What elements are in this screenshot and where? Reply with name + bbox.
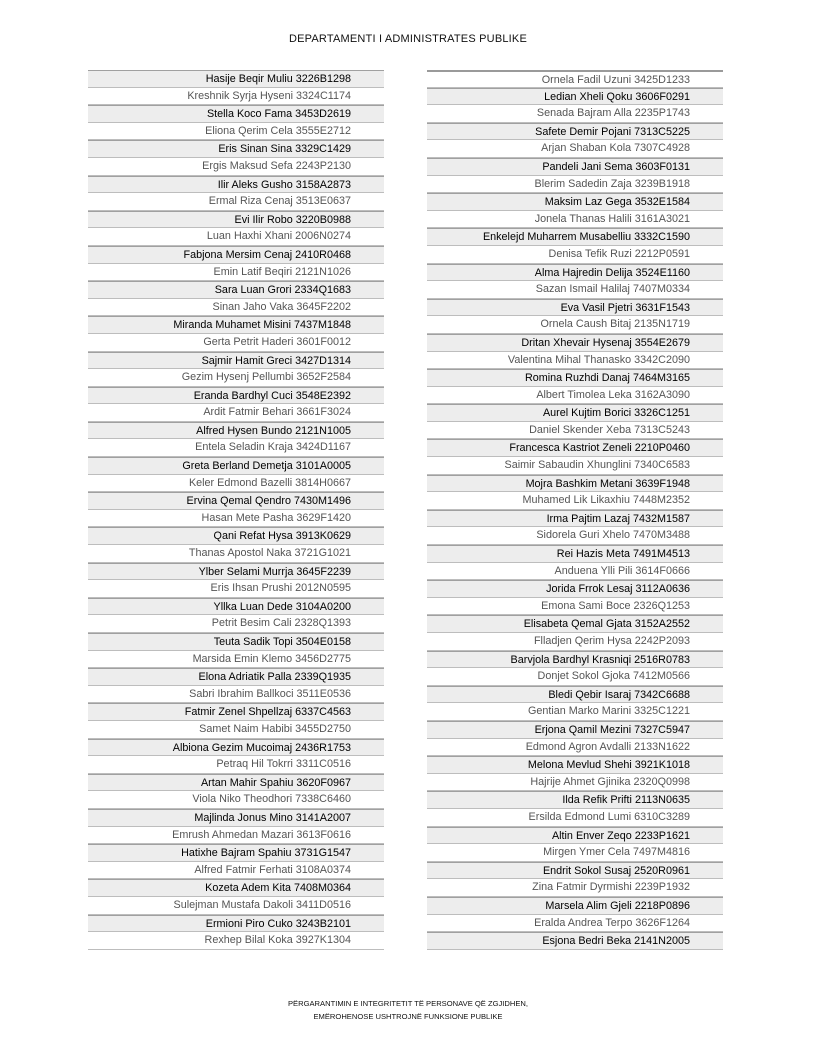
- list-item: Ersilda Edmond Lumi 6310C3289: [427, 809, 723, 827]
- list-item: Rexhep Bilal Koka 3927K1304: [88, 932, 384, 950]
- footer-line-2: EMËROHENOSE USHTROJNË FUNKSIONE PUBLIKE: [313, 1012, 503, 1021]
- list-item: Dritan Xhevair Hysenaj 3554E2679: [427, 334, 723, 352]
- list-item: Hajrije Ahmet Gjinika 2320Q0998: [427, 774, 723, 792]
- list-item: Eranda Bardhyl Cuci 3548E2392: [88, 387, 384, 405]
- list-item: Albiona Gezim Mucoimaj 2436R1753: [88, 739, 384, 757]
- list-item: Fabjona Mersim Cenaj 2410R0468: [88, 246, 384, 264]
- list-item: Daniel Skender Xeba 7313C5243: [427, 422, 723, 440]
- list-item: Elona Adriatik Palla 2339Q1935: [88, 668, 384, 686]
- list-item: Safete Demir Pojani 7313C5225: [427, 123, 723, 141]
- list-item: Rei Hazis Meta 7491M4513: [427, 545, 723, 563]
- list-item: Viola Niko Theodhori 7338C6460: [88, 791, 384, 809]
- list-item: Alfred Hysen Bundo 2121N1005: [88, 422, 384, 440]
- list-item: Pandeli Jani Sema 3603F0131: [427, 158, 723, 176]
- list-item: Evi Ilir Robo 3220B0988: [88, 211, 384, 229]
- list-item: Ermioni Piro Cuko 3243B2101: [88, 915, 384, 933]
- list-item: Eris Sinan Sina 3329C1429: [88, 140, 384, 158]
- list-item: Ervina Qemal Qendro 7430M1496: [88, 492, 384, 510]
- list-item: Mojra Bashkim Metani 3639F1948: [427, 475, 723, 493]
- list-item: Kreshnik Syrja Hyseni 3324C1174: [88, 88, 384, 106]
- list-item: Maksim Laz Gega 3532E1584: [427, 193, 723, 211]
- list-item: Petraq Hil Tokrri 3311C0516: [88, 756, 384, 774]
- list-item: Hatixhe Bajram Spahiu 3731G1547: [88, 844, 384, 862]
- list-item: Albert Timolea Leka 3162A3090: [427, 387, 723, 405]
- list-item: Anduena Ylli Pili 3614F0666: [427, 563, 723, 581]
- list-item: Eralda Andrea Terpo 3626F1264: [427, 915, 723, 933]
- right-name-list: [427, 70, 723, 950]
- list-item: Sabri Ibrahim Ballkoci 3511E0536: [88, 686, 384, 704]
- list-item: Marsela Alim Gjeli 2218P0896: [427, 897, 723, 915]
- list-item: Ardit Fatmir Behari 3661F3024: [88, 404, 384, 422]
- list-item: Kozeta Adem Kita 7408M0364: [88, 879, 384, 897]
- list-item: Altin Enver Zeqo 2233P1621: [427, 827, 723, 845]
- list-item: Sara Luan Grori 2334Q1683: [88, 281, 384, 299]
- list-item: Jorida Frrok Lesaj 3112A0636: [427, 580, 723, 598]
- list-item: Saimir Sabaudin Xhunglini 7340C6583: [427, 457, 723, 475]
- list-item: Luan Haxhi Xhani 2006N0274: [88, 228, 384, 246]
- list-item: Miranda Muhamet Misini 7437M1848: [88, 316, 384, 334]
- list-item: Francesca Kastriot Zeneli 2210P0460: [427, 439, 723, 457]
- list-item: Donjet Sokol Gjoka 7412M0566: [427, 668, 723, 686]
- list-item: Flladjen Qerim Hysa 2242P2093: [427, 633, 723, 651]
- list-item: Aurel Kujtim Borici 3326C1251: [427, 404, 723, 422]
- list-item: Romina Ruzhdi Danaj 7464M3165: [427, 369, 723, 387]
- list-item: Alma Hajredin Delija 3524E1160: [427, 264, 723, 282]
- list-item: Eris Ihsan Prushi 2012N0595: [88, 580, 384, 598]
- list-item: Ilda Refik Prifti 2113N0635: [427, 791, 723, 809]
- list-item: Keler Edmond Bazelli 3814H0667: [88, 475, 384, 493]
- list-item: Enkelejd Muharrem Musabelliu 3332C1590: [427, 228, 723, 246]
- list-item: Ilir Aleks Gusho 3158A2873: [88, 176, 384, 194]
- list-item: Eva Vasil Pjetri 3631F1543: [427, 299, 723, 317]
- list-item: Ledian Xheli Qoku 3606F0291: [427, 88, 723, 106]
- list-item: Sidorela Guri Xhelo 7470M3488: [427, 527, 723, 545]
- list-item: Gerta Petrit Haderi 3601F0012: [88, 334, 384, 352]
- list-item: Sajmir Hamit Greci 3427D1314: [88, 352, 384, 370]
- list-item: Ylber Selami Murrja 3645F2239: [88, 563, 384, 581]
- list-item: Samet Naim Habibi 3455D2750: [88, 721, 384, 739]
- list-item: Greta Berland Demetja 3101A0005: [88, 457, 384, 475]
- list-item: Teuta Sadik Topi 3504E0158: [88, 633, 384, 651]
- list-item: Endrit Sokol Susaj 2520R0961: [427, 862, 723, 880]
- list-item: Hasan Mete Pasha 3629F1420: [88, 510, 384, 528]
- list-item: Arjan Shaban Kola 7307C4928: [427, 140, 723, 158]
- list-item: Majlinda Jonus Mino 3141A2007: [88, 809, 384, 827]
- list-item: Denisa Tefik Ruzi 2212P0591: [427, 246, 723, 264]
- list-item: Petrit Besim Cali 2328Q1393: [88, 615, 384, 633]
- list-item: Valentina Mihal Thanasko 3342C2090: [427, 352, 723, 370]
- list-item: Sulejman Mustafa Dakoli 3411D0516: [88, 897, 384, 915]
- list-item: Ornela Fadil Uzuni 3425D1233: [427, 70, 723, 88]
- list-item: Emona Sami Boce 2326Q1253: [427, 598, 723, 616]
- footer-line-1: PËRGARANTIMIN E INTEGRITETIT TË PERSONAVE QË ZGJIDHEN,: [287, 999, 529, 1008]
- list-item: Hasije Beqir Muliu 3226B1298: [88, 70, 384, 88]
- list-item: Jonela Thanas Halili 3161A3021: [427, 211, 723, 229]
- list-item: Ermal Riza Cenaj 3513E0637: [88, 193, 384, 211]
- list-item: Artan Mahir Spahiu 3620F0967: [88, 774, 384, 792]
- list-item: Fatmir Zenel Shpellzaj 6337C4563: [88, 703, 384, 721]
- list-item: Erjona Qamil Mezini 7327C5947: [427, 721, 723, 739]
- list-item: Edmond Agron Avdalli 2133N1622: [427, 739, 723, 757]
- list-item: Senada Bajram Alla 2235P1743: [427, 105, 723, 123]
- list-item: Irma Pajtim Lazaj 7432M1587: [427, 510, 723, 528]
- list-item: Blerim Sadedin Zaja 3239B1918: [427, 176, 723, 194]
- left-name-list: [88, 70, 384, 950]
- list-item: Elisabeta Qemal Gjata 3152A2552: [427, 615, 723, 633]
- list-item: Gentian Marko Marini 3325C1221: [427, 703, 723, 721]
- list-item: Alfred Fatmir Ferhati 3108A0374: [88, 862, 384, 880]
- footer: [0, 997, 816, 1023]
- list-item: Stella Koco Fama 3453D2619: [88, 105, 384, 123]
- list-item: Qani Refat Hysa 3913K0629: [88, 527, 384, 545]
- list-item: Entela Seladin Kraja 3424D1167: [88, 439, 384, 457]
- list-item: Mirgen Ymer Cela 7497M4816: [427, 844, 723, 862]
- list-item: Emin Latif Beqiri 2121N1026: [88, 264, 384, 282]
- list-item: Ornela Caush Bitaj 2135N1719: [427, 316, 723, 334]
- list-item: Yllka Luan Dede 3104A0200: [88, 598, 384, 616]
- list-item: Sinan Jaho Vaka 3645F2202: [88, 299, 384, 317]
- list-item: Bledi Qebir Isaraj 7342C6688: [427, 686, 723, 704]
- list-item: Sazan Ismail Halilaj 7407M0334: [427, 281, 723, 299]
- list-item: Marsida Emin Klemo 3456D2775: [88, 651, 384, 669]
- page-title: DEPARTAMENTI I ADMINISTRATES PUBLIKE: [288, 33, 528, 45]
- list-item: Gezim Hysenj Pellumbi 3652F2584: [88, 369, 384, 387]
- list-item: Esjona Bedri Beka 2141N2005: [427, 932, 723, 950]
- list-item: Thanas Apostol Naka 3721G1021: [88, 545, 384, 563]
- list-item: Ergis Maksud Sefa 2243P2130: [88, 158, 384, 176]
- list-item: Melona Mevlud Shehi 3921K1018: [427, 756, 723, 774]
- list-item: Zina Fatmir Dyrmishi 2239P1932: [427, 879, 723, 897]
- list-item: Muhamed Lik Likaxhiu 7448M2352: [427, 492, 723, 510]
- list-item: Barvjola Bardhyl Krasniqi 2516R0783: [427, 651, 723, 669]
- list-item: Eliona Qerim Cela 3555E2712: [88, 123, 384, 141]
- list-item: Emrush Ahmedan Mazari 3613F0616: [88, 827, 384, 845]
